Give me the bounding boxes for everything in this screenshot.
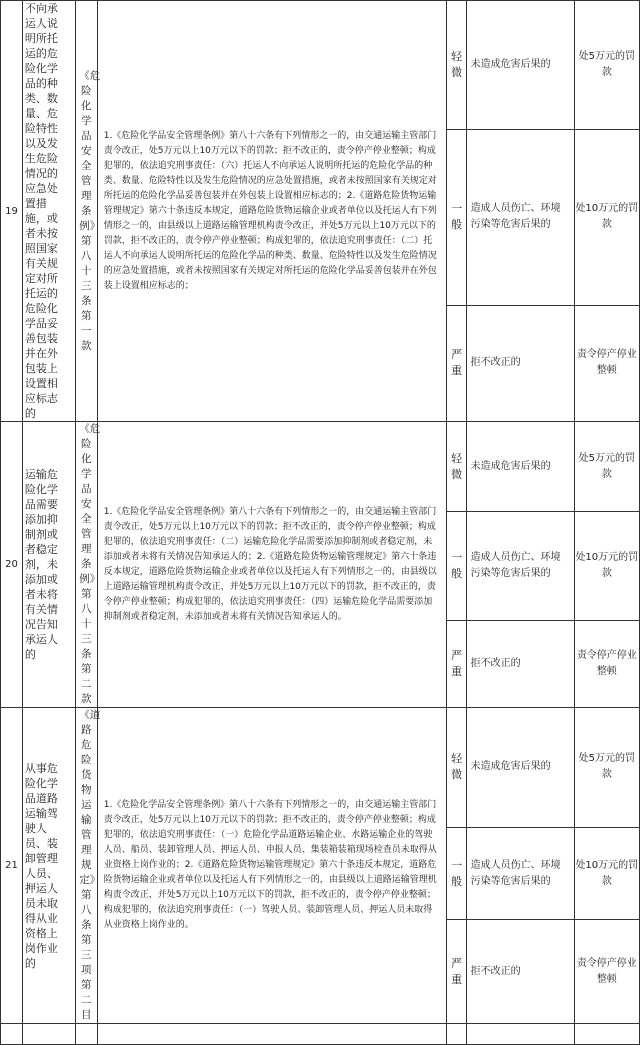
row-number: 21 (1, 708, 23, 1024)
severity-level: 一般 (446, 130, 466, 306)
empty-cell (574, 1024, 639, 1045)
legal-basis: 《危险化学品安全管理条例》第八十三条第二款 (75, 422, 97, 708)
penalty-amount: 责令停产停业整顿 (574, 305, 639, 421)
empty-cell (22, 1024, 75, 1045)
violation-item: 不向承运人说明所托运的危险化学品的种类、数量、危险特性以及发生危险情况的应急处置措施，或者未按照国家有关规定对所托运的危险化学品妥善包装并在外包装上设置相应标志的 (22, 1, 75, 422)
empty-cell (446, 1024, 466, 1045)
penalty-amount: 处5万元的罚款 (574, 422, 639, 512)
penalty-amount: 责令停产停业整顿 (574, 620, 639, 707)
penalty-amount: 处10万元的罚款 (574, 130, 639, 306)
table-row-21 (1, 708, 640, 828)
empty-cell (75, 1024, 97, 1045)
severity-level: 轻微 (446, 708, 466, 828)
severity-level: 严重 (446, 620, 466, 707)
penalty-amount: 责令停产停业整顿 (574, 920, 639, 1024)
empty-cell (466, 1024, 574, 1045)
empty-cell (1, 1024, 23, 1045)
empty-cell (97, 1024, 446, 1045)
penalty-amount: 处10万元的罚款 (574, 512, 639, 621)
violation-item: 从事危险化学品道路运输驾驶人员、装卸管理人员、押运人员未取得从业资格上岗作业的 (22, 708, 75, 1024)
circumstance: 拒不改正的 (466, 620, 574, 707)
severity-level: 严重 (446, 305, 466, 421)
severity-level: 一般 (446, 827, 466, 920)
penalty-amount: 处5万元的罚款 (574, 1, 639, 130)
penalty-description: 1.《危险化学品安全管理条例》第八十六条有下列情形之一的，由交通运输主管部门责令改正，处5万元以上10万元以下的罚款；拒不改正的，责令停产停业整顿；构成犯罪的，依法追究刑事责任：（六）托运人不向承运人说明所托运的危险化学品的种类、数量、危险特性以及发生危险情况的应急处置措施，或者未按照国家有关规定对所托运的危险化学品妥善包装并在外包装上设置相应标志的；2.《道路危险货物运输管理规定》第六十条违反本规定，道路危险货物运输企业或者单位以及托运人有下列情形之一的，由县级以上道路运输管理机构责令改正，并处5万元以上10万元以下的罚款，拒不改正的，责令停产停业整顿；构成犯罪的，依法追究刑事责任：（二）托运人不向承运人说明所托运的危险化学品的种类、数量、危险特性以及发生危险情况的应急处置措施，或者未按照国家有关规定对所托运的危险化学品妥善包装并在外包装上设置相应标志的； (97, 1, 446, 422)
circumstance: 拒不改正的 (466, 305, 574, 421)
table-row-19 (1, 1, 640, 130)
penalty-description: 1.《危险化学品安全管理条例》第八十六条有下列情形之一的，由交通运输主管部门责令改正，处5万元以上10万元以下的罚款；拒不改正的，责令停产停业整顿；构成犯罪的，依法追究刑事责任：（二）运输危险化学品需要添加抑制剂或者稳定剂，未添加或者未将有关情况告知承运人的；2.《道路危险货物运输管理规定》第六十条违反本规定，道路危险货物运输企业或者单位以及托运人有下列情形之一的，由县级以上道路运输管理机构责令改正，并处5万元以上10万元以下的罚款，拒不改正的，责令停产停业整顿；构成犯罪的，依法追究刑事责任：（四）运输危险化学品需要添加抑制剂或者稳定剂，未添加或者未将有关情况告知承运人的。 (97, 422, 446, 708)
circumstance: 造成人员伤亡、环境污染等危害后果的 (466, 512, 574, 621)
circumstance: 造成人员伤亡、环境污染等危害后果的 (466, 130, 574, 306)
row-number: 19 (1, 1, 23, 422)
severity-level: 一般 (446, 512, 466, 621)
table-row-partial (1, 1024, 640, 1045)
penalty-amount: 处10万元的罚款 (574, 827, 639, 920)
circumstance: 造成人员伤亡、环境污染等危害后果的 (466, 827, 574, 920)
circumstance: 未造成危害后果的 (466, 708, 574, 828)
severity-level: 轻微 (446, 1, 466, 130)
circumstance: 未造成危害后果的 (466, 1, 574, 130)
penalty-amount: 处5万元的罚款 (574, 708, 639, 828)
violation-item: 运输危险化学品需要添加抑制剂或者稳定剂，未添加或者未将有关情况告知承运人的 (22, 422, 75, 708)
row-number: 20 (1, 422, 23, 708)
severity-level: 严重 (446, 920, 466, 1024)
legal-basis: 《道路危险货物运输管理规定》第八条第三项第二目 (75, 708, 97, 1024)
circumstance: 拒不改正的 (466, 920, 574, 1024)
circumstance: 未造成危害后果的 (466, 422, 574, 512)
severity-level: 轻微 (446, 422, 466, 512)
table-row-20 (1, 422, 640, 512)
penalty-description: 1.《危险化学品安全管理条例》第八十六条有下列情形之一的，由交通运输主管部门责令改正，处5万元以上10万元以下的罚款；拒不改正的，责令停产停业整顿；构成犯罪的，依法追究刑事责任：（一）危险化学品道路运输企业、水路运输企业的驾驶人员、船员、装卸管理人员、押运人员、申报人员、集装箱装箱现场检查员未取得从业资格上岗作业的；2.《道路危险货物运输管理规定》第六十条违反本规定，道路危险货物运输企业或者单位以及托运人有下列情形之一的，由县级以上道路运输管理机构责令改正，并处5万元以上10万元以下的罚款，拒不改正的，责令停产停业整顿；构成犯罪的，依法追究刑事责任：（一）驾驶人员、装卸管理人员、押运人员未取得从业资格上岗作业的。 (97, 708, 446, 1024)
legal-basis: 《危险化学品安全管理条例》第八十三条第一款 (75, 1, 97, 422)
